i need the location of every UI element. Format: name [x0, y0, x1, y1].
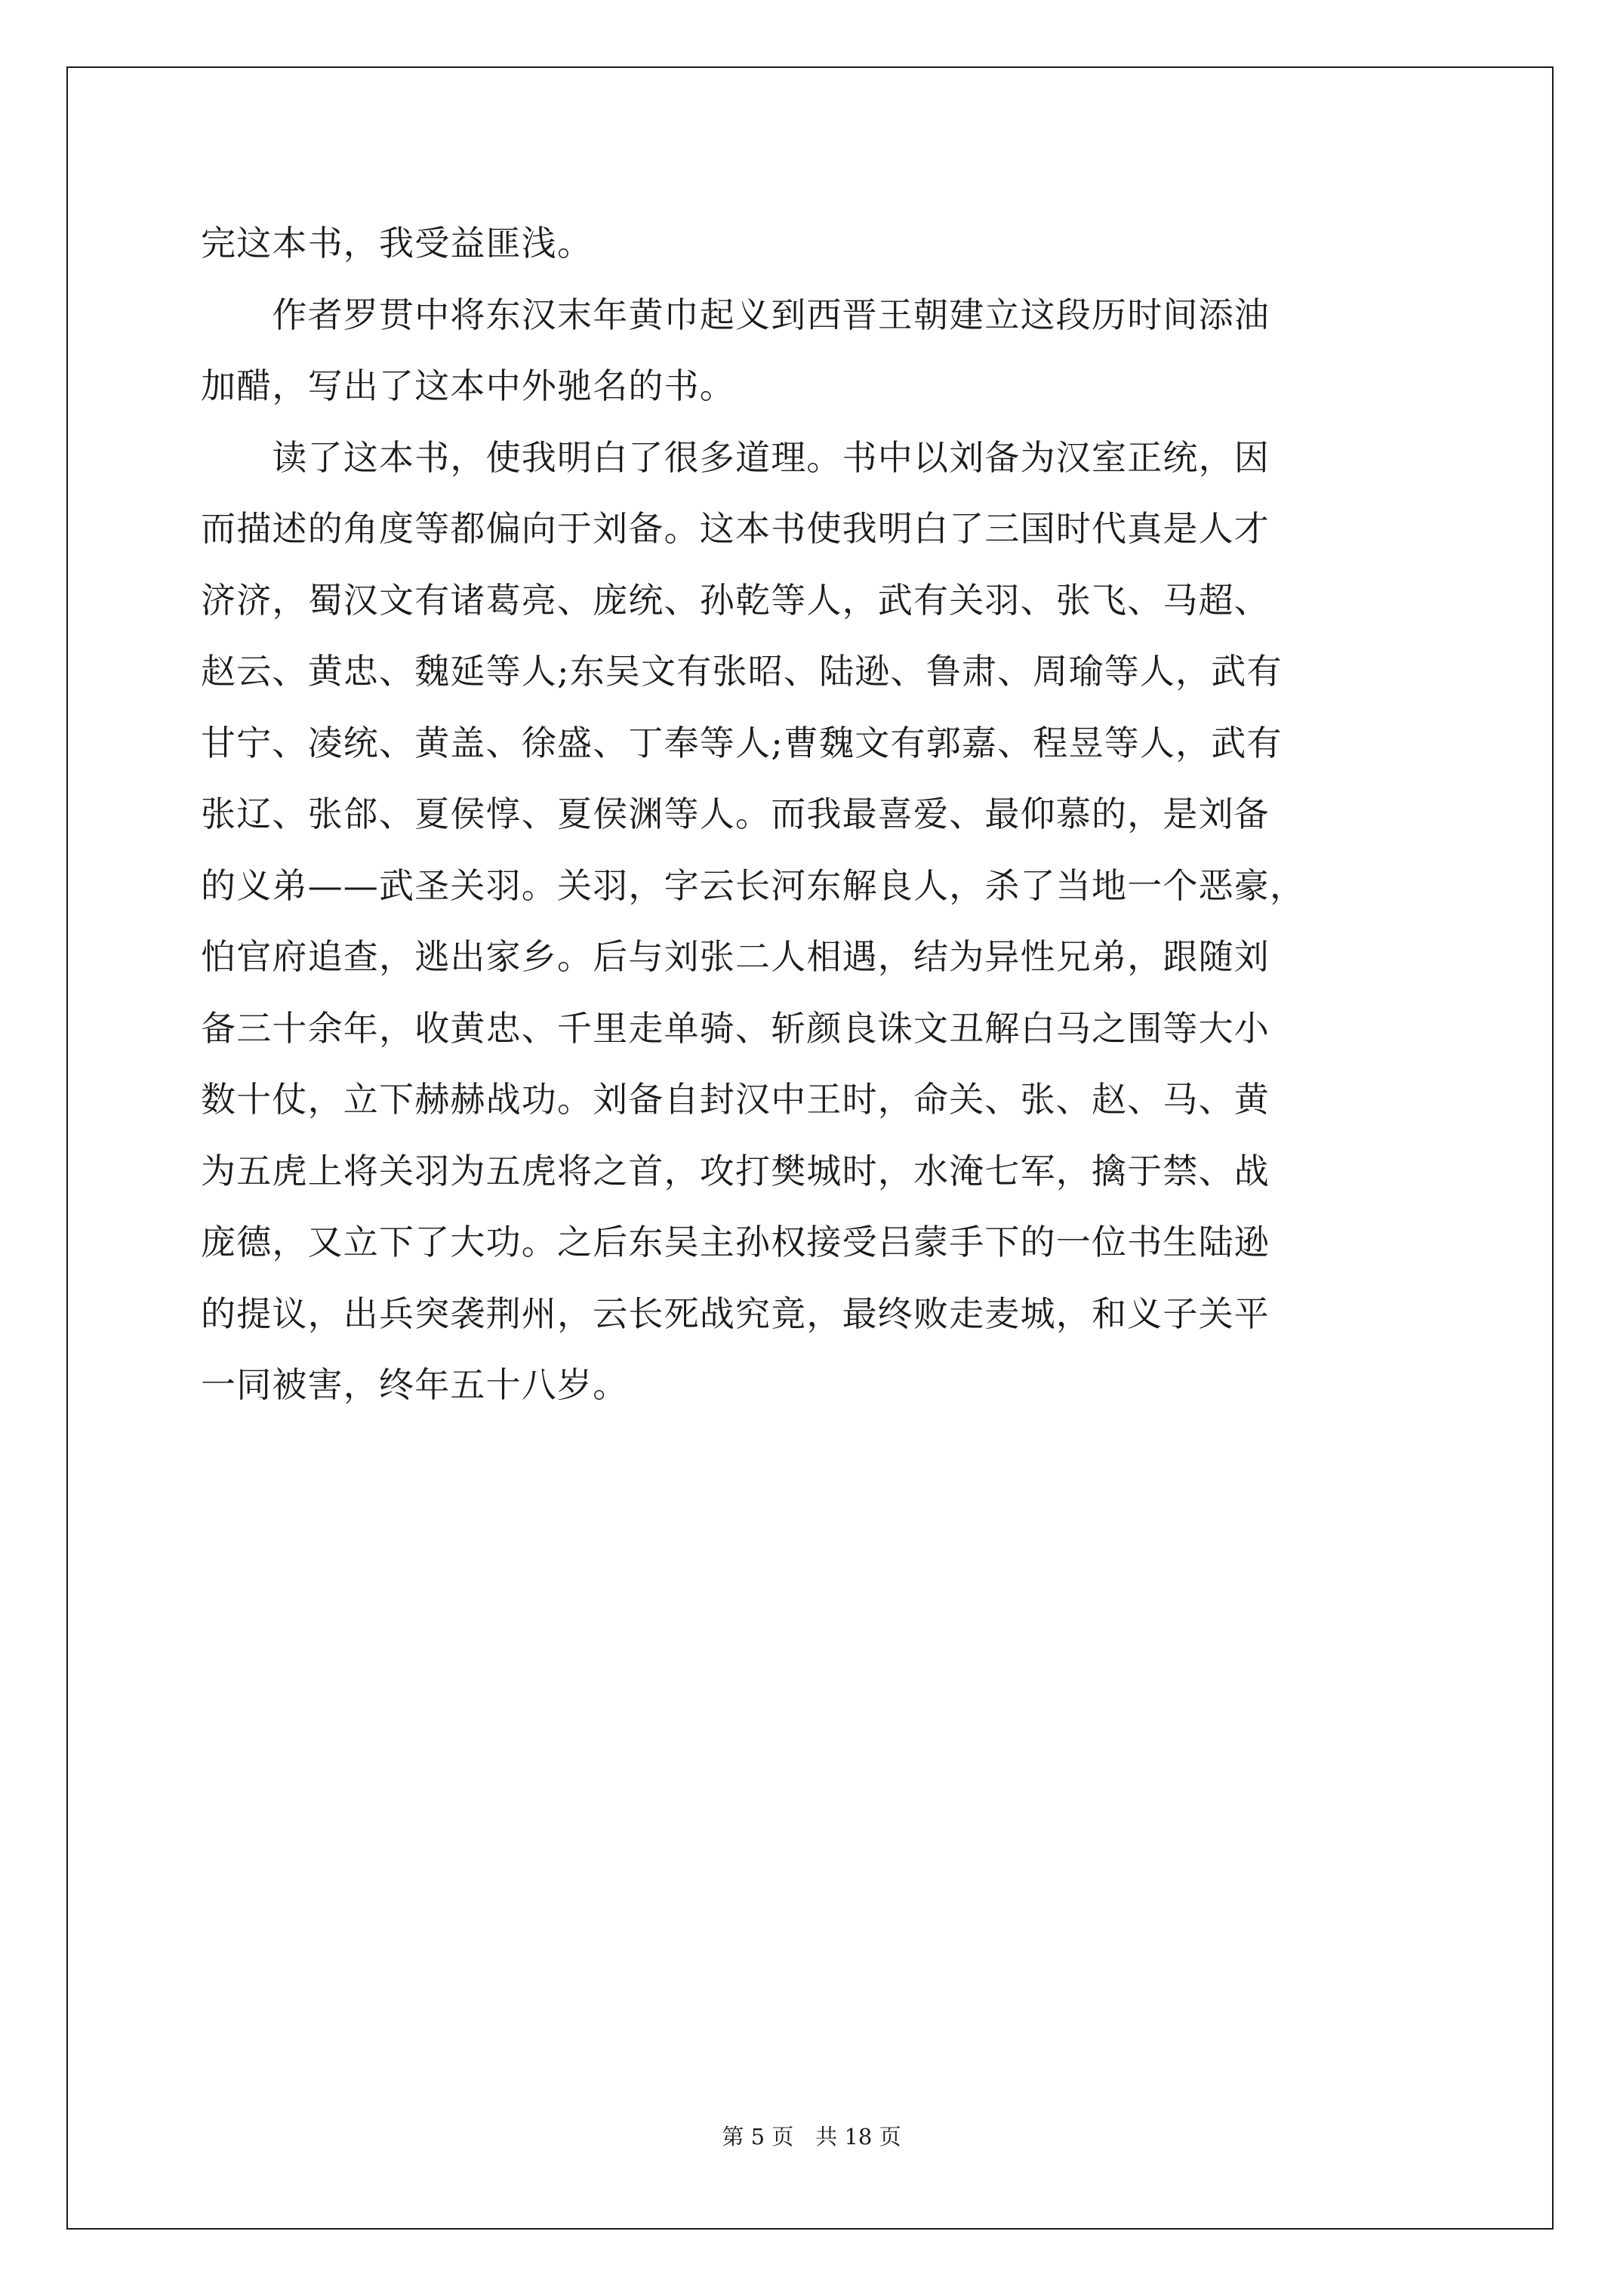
- text-line: 张辽、张郃、夏侯惇、夏侯渊等人。而我最喜爱、最仰慕的，是刘备: [201, 794, 1270, 834]
- text-line: 的义弟——武圣关羽。关羽，字云长河东解良人，杀了当地一个恶豪，: [201, 864, 1306, 906]
- text-line: 赵云、黄忠、魏延等人;东吴文有张昭、陆逊、鲁肃、周瑜等人，武有: [201, 651, 1283, 692]
- text-line: 一同被害，终年五十八岁。: [201, 1364, 629, 1405]
- text-line: 数十仗，立下赫赫战功。刘备自封汉中王时，命关、张、赵、马、黄: [201, 1079, 1270, 1120]
- text-line: 加醋，写出了这本中外驰名的书。: [201, 365, 735, 406]
- text-line: 怕官府追查，逃出家乡。后与刘张二人相遇，结为异性兄弟，跟随刘: [201, 936, 1270, 977]
- text-line: 而描述的角度等都偏向于刘备。这本书使我明白了三国时代真是人才: [201, 508, 1270, 549]
- text-line: 济济，蜀汉文有诸葛亮、庞统、孙乾等人，武有关羽、张飞、马超、: [201, 579, 1270, 621]
- text-line: 为五虎上将关羽为五虎将之首，攻打樊城时，水淹七军，擒于禁、战: [201, 1150, 1270, 1191]
- text-line: 作者罗贯中将东汉末年黄巾起义到西晋王朝建立这段历时间添油: [201, 294, 1270, 335]
- text-line: 甘宁、凌统、黄盖、徐盛、丁奉等人;曹魏文有郭嘉、程昱等人，武有: [201, 722, 1283, 763]
- text-line: 读了这本书，使我明白了很多道理。书中以刘备为汉室正统，因: [201, 436, 1270, 478]
- text-line: 庞德，又立下了大功。之后东吴主孙权接受吕蒙手下的一位书生陆逊: [201, 1222, 1270, 1262]
- page-number-footer: 第 5 页 共 18 页: [722, 2124, 901, 2150]
- text-line: 的提议，出兵突袭荆州，云长死战究竟，最终败走麦城，和义子关平: [201, 1293, 1270, 1334]
- text-line: 备三十余年，收黄忠、千里走单骑、斩颜良诛文丑解白马之围等大小: [201, 1007, 1270, 1049]
- document-body: [201, 208, 1424, 1421]
- text-line: 完这本书，我受益匪浅。: [201, 223, 593, 264]
